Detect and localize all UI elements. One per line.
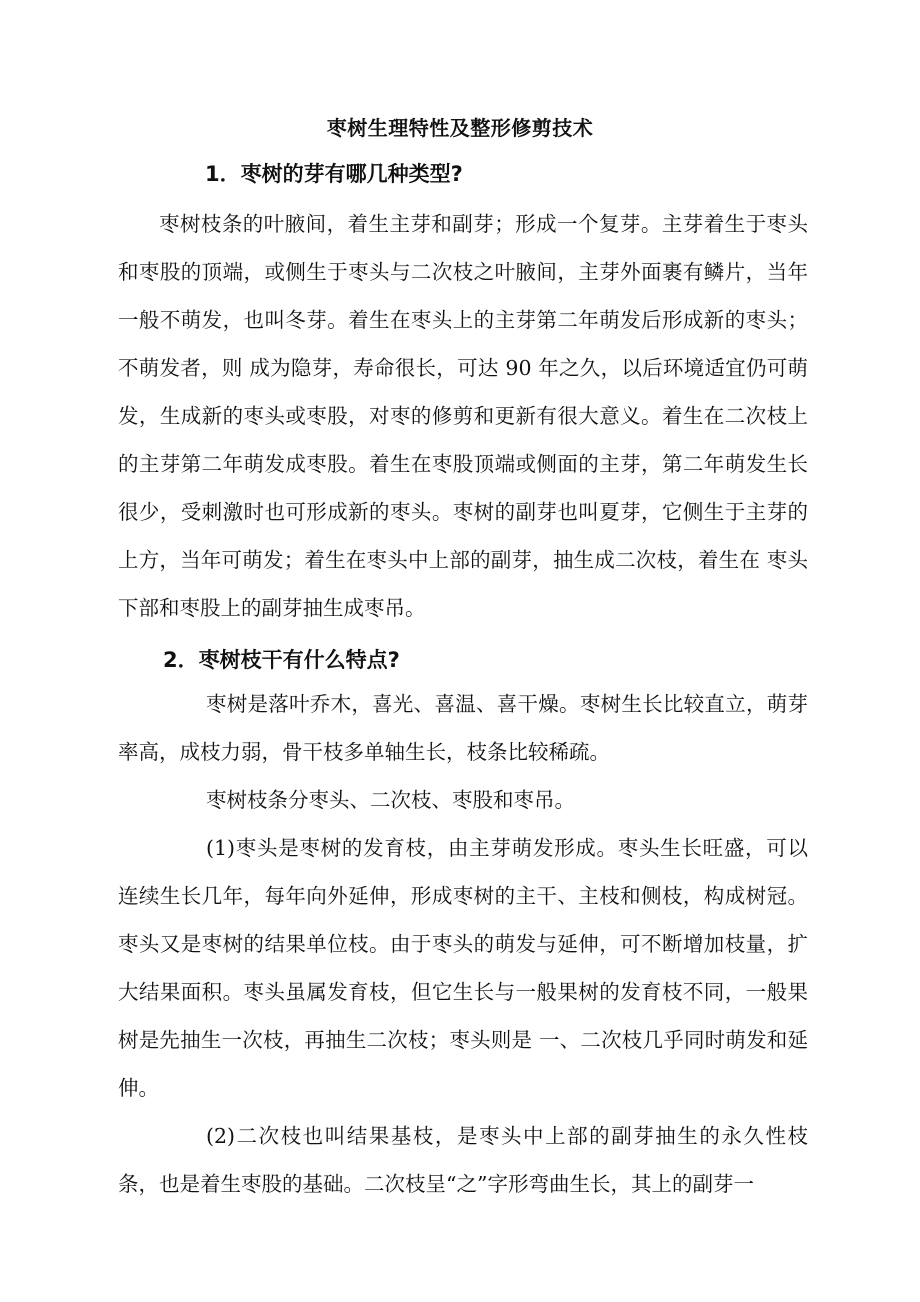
- section2-paragraph-3: (1)枣头是枣树的发育枝，由主芽萌发形成。枣头生长旺盛，可以连续生长几年，每年向外延伸，形成枣树的主干、主枝和侧枝，构成树冠。枣头又是枣树的结果单位枝。由于枣头的萌发与延伸，可不断增加枝量，扩大结果面积。枣头虽属发育枝，但它生长与一般果树的发育枝不同，一般果树是先抽生一次枝，再抽生二次枝；枣头则是 一、二次枝几乎同时萌发和延伸。: [118, 836, 808, 1100]
- section-heading-2: 2．枣树枝干有什么特点?: [163, 648, 400, 672]
- section1-paragraph-1: 枣树枝条的叶腋间，着生主芽和副芽；形成一个复芽。主芽着生于枣头和枣股的顶端，或侧生于枣头与二次枝之叶腋间，主芽外面裹有鳞片，当年一般不萌发，也叫冬芽。着生在枣头上的主芽第二年萌发后形成新的枣头；不萌发者，则 成为隐芽，寿命很长，可达 90 年之久，以后环境适宜仍可萌发，生成新的枣头或枣股，对枣的修剪和更新有很大意义。着生在二次枝上的主芽第二年萌发成枣股。着生在枣股顶端或侧面的主芽，第二年萌发生长很少，受刺激时也可形成新的枣头。枣树的副芽也叫夏芽，它侧生于主芽的上方，当年可萌发；着生在枣头中上部的副芽，抽生成二次枝，着生在 枣头下部和枣股上的副芽抽生成枣吊。: [118, 212, 808, 620]
- section2-paragraph-2: 枣树枝条分枣头、二次枝、枣股和枣吊。: [206, 788, 575, 812]
- section2-paragraph-1: 枣树是落叶乔木，喜光、喜温、喜干燥。枣树生长比较直立，萌芽率高，成枝力弱，骨干枝多单轴生长，枝条比较稀疏。: [118, 692, 808, 764]
- section2-paragraph-4: (2)二次枝也叫结果基枝，是枣头中上部的副芽抽生的永久性枝条，也是着生枣股的基础。二次枝呈“之”字形弯曲生长，其上的副芽一: [118, 1124, 808, 1196]
- document-title: 枣树生理特性及整形修剪技术: [326, 116, 594, 140]
- section-heading-1: 1．枣树的芽有哪几种类型?: [205, 162, 463, 186]
